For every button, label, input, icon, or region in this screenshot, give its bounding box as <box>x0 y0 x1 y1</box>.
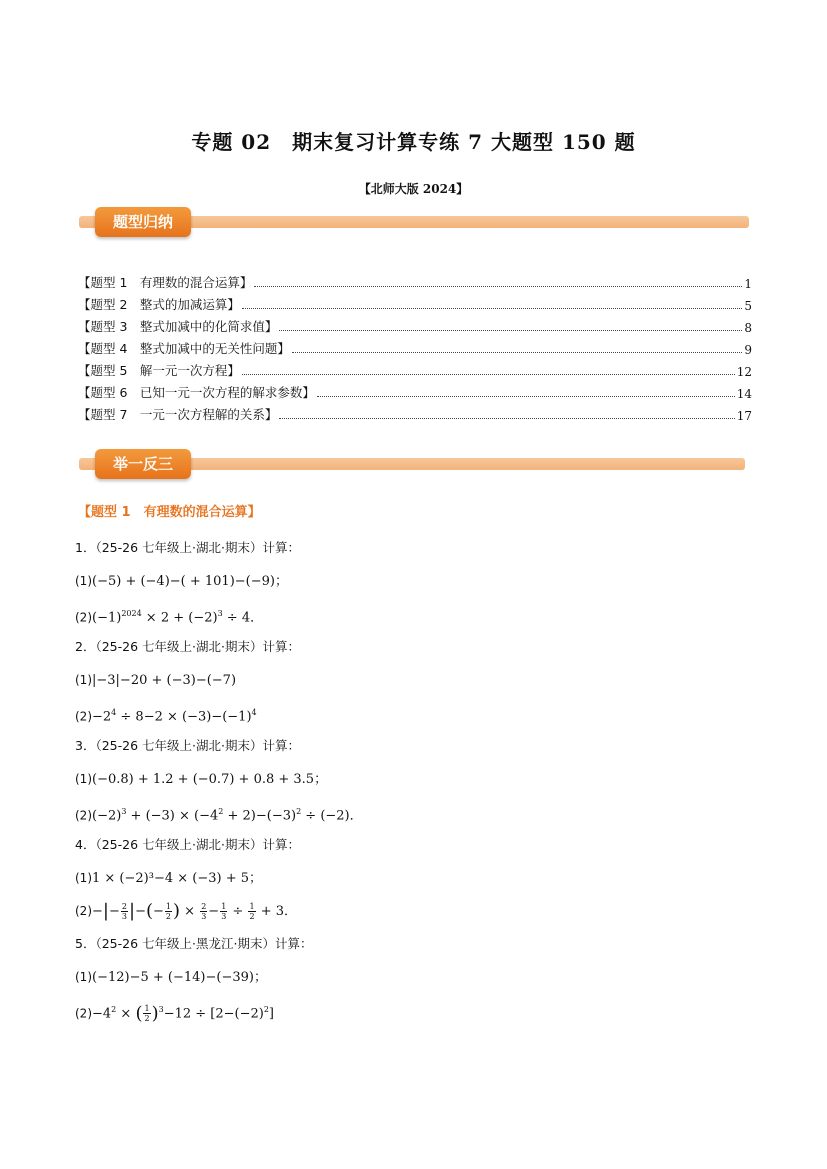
toc-item[interactable]: 【题型 1 有理数的混合运算】 1 <box>78 275 752 291</box>
problem-stem: 5．（25-26 七年级上·黑龙江·期末）计算： <box>75 936 313 951</box>
problem-part: $(2)-2^4 \div 8-2 \times (-3)-(-1)^4$ <box>75 708 257 725</box>
toc-item[interactable]: 【题型 5 解一元一次方程】 12 <box>78 363 752 379</box>
problem-part: (1)|−3|−20 + (−3)−(−7) <box>75 673 237 688</box>
toc-item[interactable]: 【题型 4 整式加减中的无关性问题】 9 <box>78 341 752 357</box>
problem-part: $(2)(-2)^3 + (-3) \times (-4^2 + 2)-(-3)^2 \div (-2)$． <box>75 807 363 824</box>
problem-part: (1)(−0.8) + 1.2 + (−0.7) + 0.8 + 3.5； <box>75 772 328 787</box>
problem-part: (1)(−5) + (−4)−( + 101)−(−9)； <box>75 574 288 589</box>
toc-item[interactable]: 【题型 2 整式的加减运算】 5 <box>78 297 752 313</box>
toc-item[interactable]: 【题型 6 已知一元一次方程的解求参数】 14 <box>78 385 752 401</box>
problem-part: (1)(−12)−5 + (−14)−(−39)； <box>75 970 267 985</box>
problem-stem: 3．（25-26 七年级上·湖北·期末）计算： <box>75 738 300 753</box>
table-of-contents <box>78 269 752 423</box>
problem-stem: 4．（25-26 七年级上·湖北·期末）计算： <box>75 837 300 852</box>
problem-part: (2)−|− $\frac{2}{3}$ |−(− $\frac{1}{2}$ ) × $\frac{2}{3}$ − $\frac{1}{3}$ ÷ $\frac{1}{2}$ + 3． <box>75 900 297 922</box>
problem-stem: 2．（25-26 七年级上·湖北·期末）计算： <box>75 639 300 654</box>
type1-heading: 【题型 1 有理数的混合运算】 <box>78 505 261 520</box>
document-title: 专题 02 期末复习计算专练 7 大题型 150 题 <box>191 130 636 154</box>
section-tab-summary: 题型归纳 <box>95 207 191 237</box>
problem-part: $(2)(-1)^{2024} \times 2 + (-2)^3 \div 4$． <box>75 609 264 626</box>
problem-part: (1)1 × (−2)³−4 × (−3) + 5； <box>75 871 263 886</box>
problem-part: $(2)-4^2$ × ( $\frac{1}{2}$ )$^3-12 \div [2-(-2)^2]$ <box>75 1002 274 1024</box>
problem-list <box>75 536 765 1031</box>
problem-stem: 1．（25-26 七年级上·湖北·期末）计算： <box>75 540 300 555</box>
toc-item[interactable]: 【题型 3 整式加减中的化简求值】 8 <box>78 319 752 335</box>
toc-item[interactable]: 【题型 7 一元一次方程解的关系】 17 <box>78 407 752 423</box>
document-subtitle: 【北师大版 2024】 <box>358 182 469 196</box>
section-tab-examples: 举一反三 <box>95 449 191 479</box>
